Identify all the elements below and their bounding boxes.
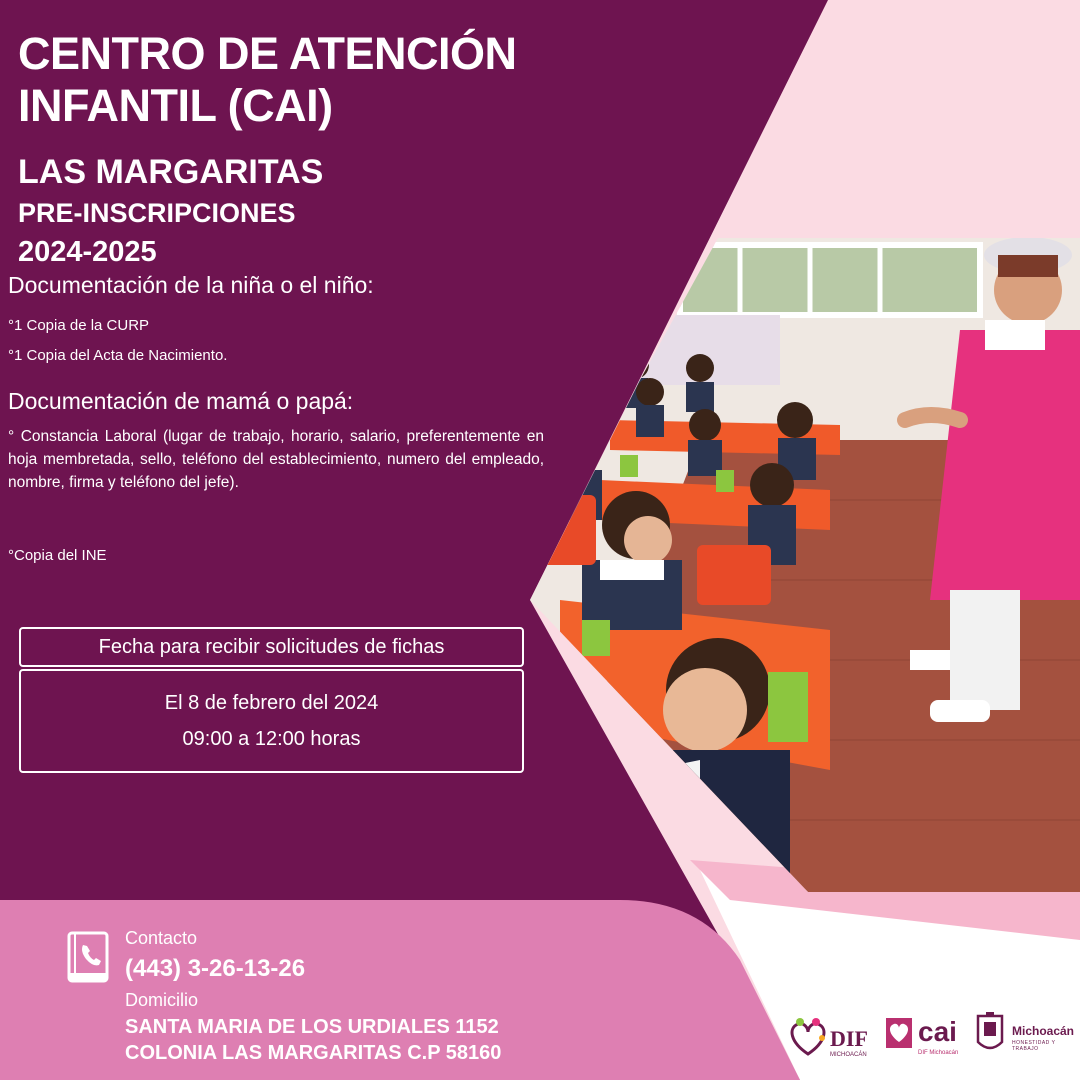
parent-doc-item: °Copia del INE: [8, 547, 107, 564]
address-line-2: COLONIA LAS MARGARITAS C.P 58160: [125, 1042, 502, 1064]
michoacan-shield-icon: [974, 1010, 1006, 1056]
cai-emblem-icon: [884, 1014, 914, 1050]
school-year: 2024-2025: [18, 236, 157, 268]
title-line-1: CENTRO DE ATENCIÓN: [18, 28, 517, 79]
dif-emblem-icon: [786, 1014, 830, 1060]
michoacan-logo-subtext: HONESTIDAD Y TRABAJO: [1012, 1040, 1056, 1052]
center-name: LAS MARGARITAS: [18, 153, 324, 191]
child-doc-item: °1 Copia del Acta de Nacimiento.: [8, 347, 228, 364]
cai-logo-subtext: DIF Michoacán: [918, 1050, 959, 1056]
phone-book-icon: [67, 931, 109, 983]
child-docs-heading: Documentación de la niña o el niño:: [8, 272, 374, 298]
parent-doc-paragraph: ° Constancia Laboral (lugar de trabajo, horario, salario, preferentemente en hoja membretada, sello, teléfono del establecimiento, numero del empleado, nombre, firma y teléfono del jefe).: [8, 428, 544, 491]
sponsor-logos: [786, 1008, 1076, 1064]
dif-logo-subtext: MICHOACÁN: [830, 1052, 867, 1058]
contact-label: Contacto: [125, 928, 198, 948]
michoacan-logo-text: Michoacán: [1012, 1024, 1075, 1038]
section-title: PRE-INSCRIPCIONES: [18, 198, 296, 228]
dates-box-heading: Fecha para recibir solicitudes de fichas: [98, 635, 445, 658]
dates-box-header: [19, 627, 524, 667]
cai-logo: [884, 1014, 964, 1062]
dates-box-body: [19, 669, 524, 773]
address-line-1: SANTA MARIA DE LOS URDIALES 1152: [125, 1016, 499, 1038]
address-label: Domicilio: [125, 990, 199, 1010]
reception-hours: 09:00 a 12:00 horas: [182, 728, 361, 750]
contact-phone[interactable]: (443) 3-26-13-26: [125, 955, 306, 982]
reception-date: El 8 de febrero del 2024: [164, 692, 379, 714]
cai-logo-text: cai: [918, 1016, 957, 1047]
dif-logo: [786, 1014, 872, 1062]
parent-docs-heading: Documentación de mamá o papá:: [8, 388, 354, 414]
title-line-2: INFANTIL (CAI): [18, 80, 333, 131]
page-title: [18, 28, 517, 132]
michoacan-logo: [974, 1010, 1076, 1062]
child-doc-item: °1 Copia de la CURP: [8, 317, 150, 334]
dif-logo-text: DIF: [830, 1026, 868, 1051]
